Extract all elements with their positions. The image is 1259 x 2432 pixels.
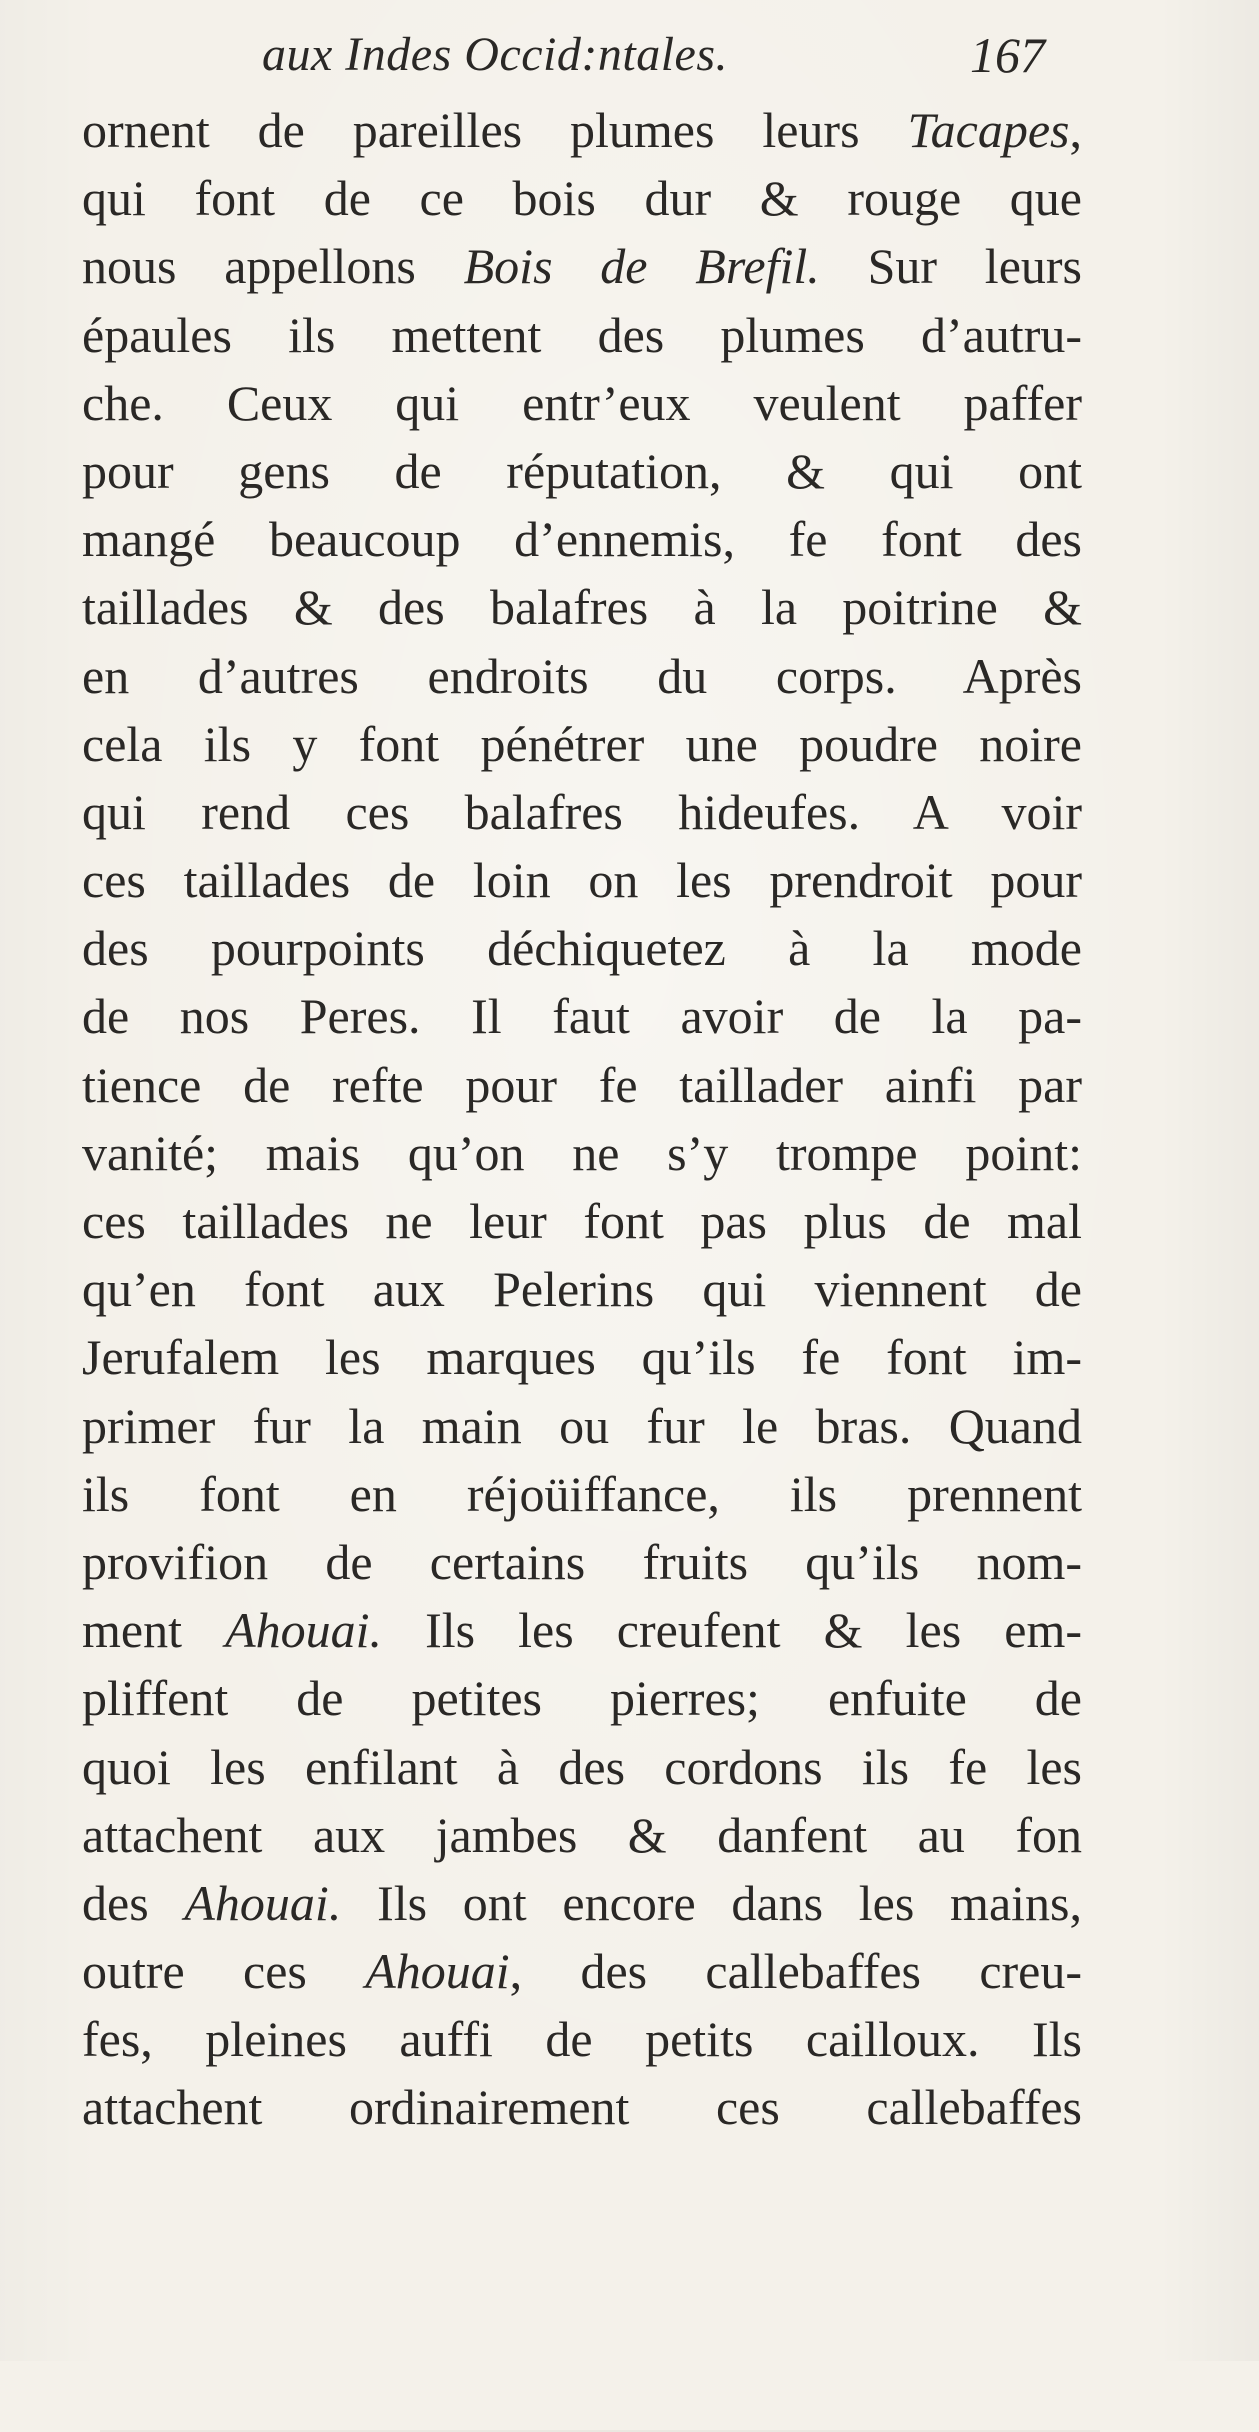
text-line <box>82 1937 1082 2005</box>
running-head: aux Indes Occid:ntales. <box>262 28 729 81</box>
text-run: attachent aux jambes & danfent au fon <box>82 1806 1082 1863</box>
text-run: Ils ont encore dans les mains, <box>341 1874 1082 1931</box>
text-run: Sur leurs <box>819 238 1082 295</box>
text-run: cela ils y font pénétrer une poudre noire <box>82 715 1082 772</box>
text-run: nous appellons <box>82 238 464 295</box>
text-line <box>82 301 1082 369</box>
body-text <box>82 96 1082 2142</box>
text-run: Ils les creufent & les em- <box>382 1602 1082 1659</box>
text-run: ces taillades de loin on les prendroit pour <box>82 852 1082 909</box>
text-run: quoi les enfilant à des cordons ils fe les <box>82 1738 1082 1795</box>
text-run: ornent de pareilles plumes leurs <box>82 102 908 158</box>
text-line <box>82 710 1082 778</box>
text-line <box>82 164 1082 232</box>
text-run: mangé beaucoup d’ennemis, fe font des <box>82 511 1082 568</box>
text-run: pour gens de réputation, & qui ont <box>82 442 1082 499</box>
italic-term: Ahouai. <box>225 1602 382 1659</box>
text-line <box>82 96 1082 164</box>
text-run: des pourpoints déchiquetez à la mode <box>82 920 1082 977</box>
text-line <box>82 1664 1082 1732</box>
text-line <box>82 1323 1082 1391</box>
text-line <box>82 1187 1082 1255</box>
text-run: ils font en réjoüiffance, ils prennent <box>82 1465 1082 1522</box>
text-line <box>82 1051 1082 1119</box>
text-line <box>82 1392 1082 1460</box>
text-line <box>82 1869 1082 1937</box>
text-line <box>82 437 1082 505</box>
text-run: qu’en font aux Pelerins qui viennent de <box>82 1261 1082 1318</box>
text-run: , <box>1069 102 1082 158</box>
text-run: qui font de ce bois dur & rouge que <box>82 170 1082 227</box>
text-run: pliffent de petites pierres; enfuite de <box>82 1670 1082 1727</box>
text-run: en d’autres endroits du corps. Après <box>82 647 1082 704</box>
text-line <box>82 1596 1082 1664</box>
text-run: outre ces <box>82 1943 366 2000</box>
text-line <box>82 982 1082 1050</box>
text-run: ment <box>82 1602 226 1659</box>
text-line <box>82 1460 1082 1528</box>
text-run: tience de refte pour fe taillader ainfi par <box>82 1056 1082 1113</box>
text-line <box>82 1528 1082 1596</box>
text-line <box>82 1801 1082 1869</box>
text-line <box>82 846 1082 914</box>
page-number: 167 <box>970 27 1045 83</box>
text-line <box>82 778 1082 846</box>
text-run: che. Ceux qui entr’eux veulent paffer <box>82 374 1082 431</box>
text-line <box>82 914 1082 982</box>
text-line <box>82 573 1082 641</box>
italic-term: Ahouai <box>365 1943 510 2000</box>
text-run: primer fur la main ou fur le bras. Quand <box>82 1397 1082 1454</box>
italic-term: Bois de Brefil. <box>463 238 820 295</box>
text-line <box>82 1119 1082 1187</box>
text-run: provifion de certains fruits qu’ils nom- <box>82 1533 1082 1590</box>
text-run: ces taillades ne leur font pas plus de mal <box>82 1193 1082 1249</box>
italic-term: Ahouai. <box>184 1874 342 1931</box>
text-line <box>82 232 1082 300</box>
text-run: fes, pleines auffi de petits cailloux. Ils <box>82 2011 1082 2068</box>
text-line <box>82 2073 1082 2141</box>
text-run: , des callebaffes creu- <box>509 1943 1083 2000</box>
text-run: taillades & des balafres à la poitrine & <box>82 579 1082 636</box>
text-line <box>82 642 1082 710</box>
text-run: vanité; mais qu’on ne s’y trompe point: <box>82 1124 1082 1181</box>
text-line <box>82 369 1082 437</box>
page-header <box>0 20 1259 90</box>
text-run: des <box>82 1874 185 1931</box>
text-run: qui rend ces balafres hideufes. A voir <box>82 783 1082 840</box>
text-line <box>82 1255 1082 1323</box>
italic-term: Tacapes <box>907 102 1070 158</box>
text-run: de nos Peres. Il faut avoir de la pa- <box>82 988 1082 1045</box>
text-line <box>82 505 1082 573</box>
text-run: attachent ordinairement ces callebaffes <box>82 2079 1082 2136</box>
text-run: épaules ils mettent des plumes d’autru- <box>82 306 1082 363</box>
text-line <box>82 1733 1082 1801</box>
text-line <box>82 2005 1082 2073</box>
text-run: Jerufalem les marques qu’ils fe font im- <box>82 1329 1082 1386</box>
